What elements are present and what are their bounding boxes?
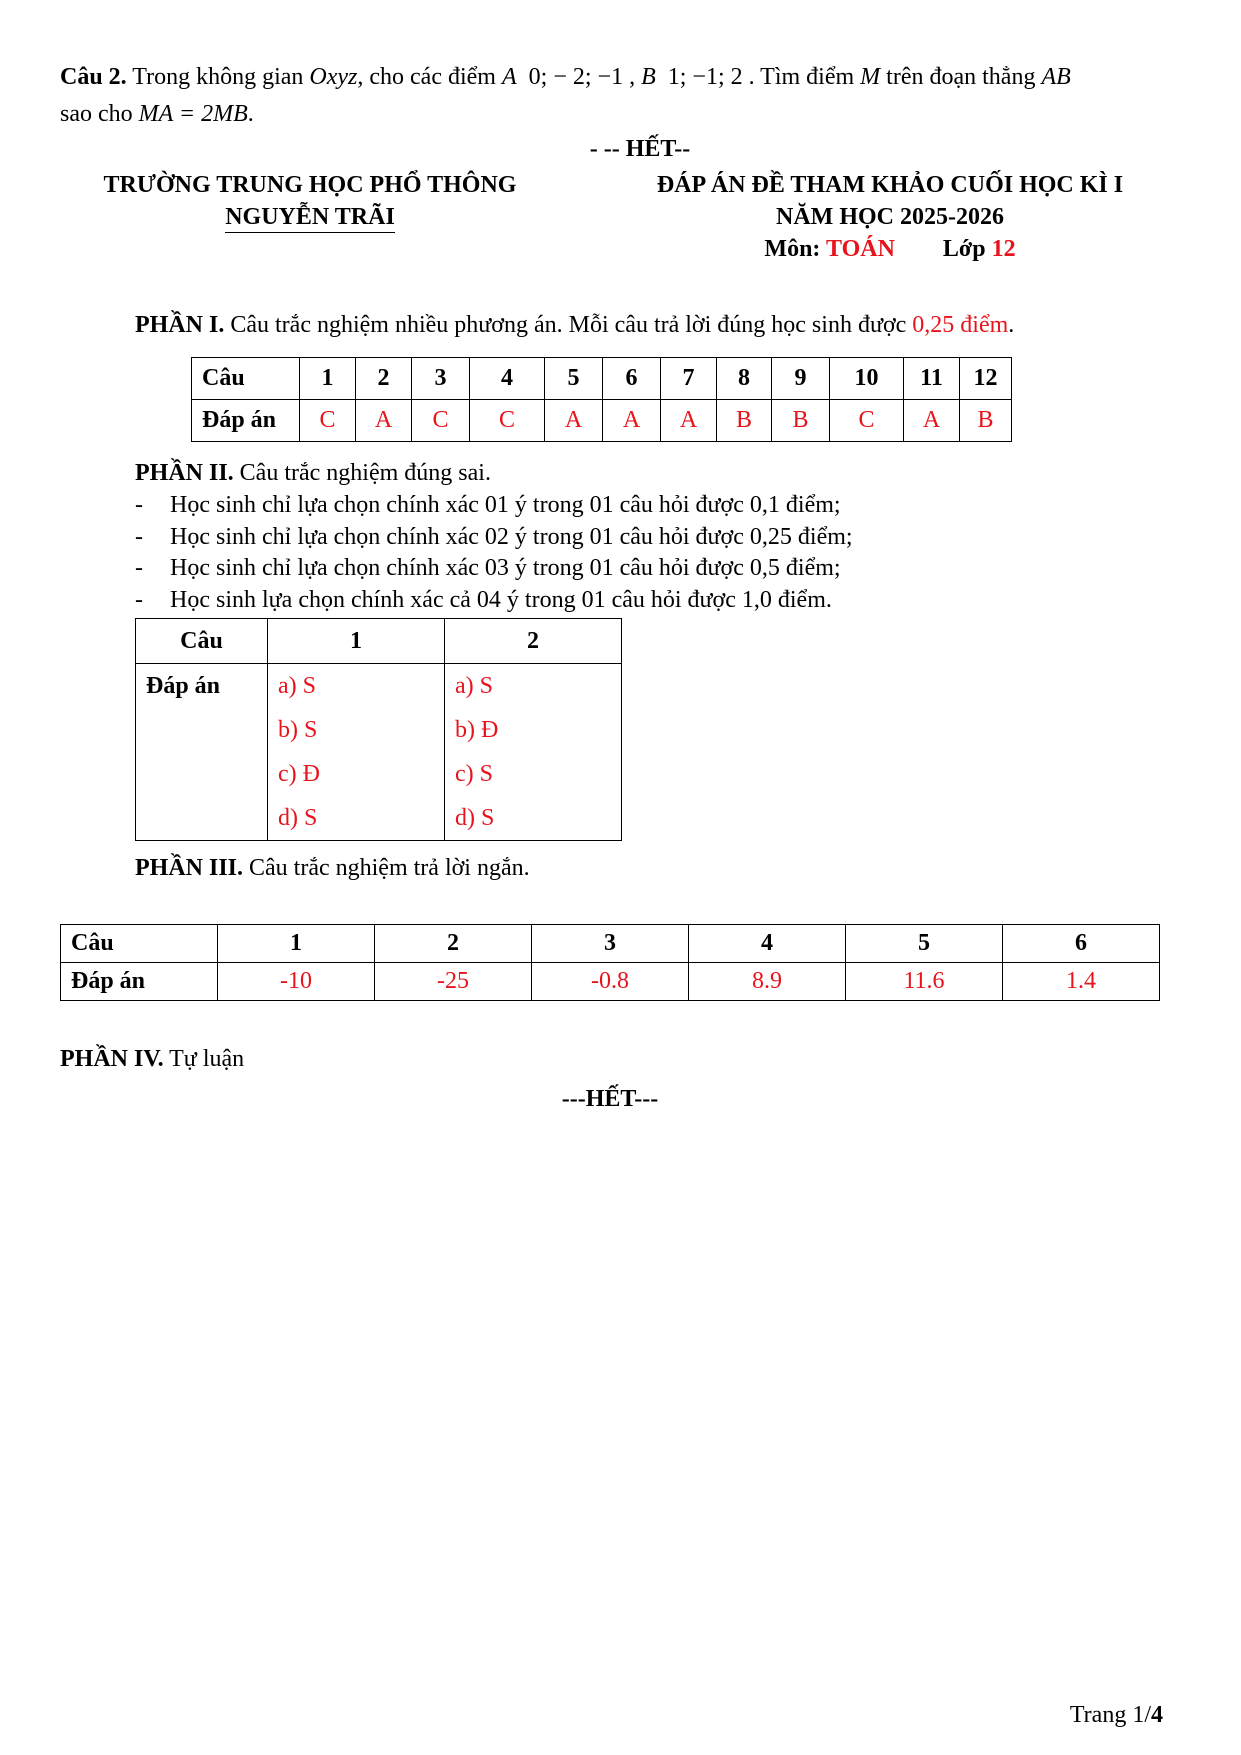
page-total: 4 xyxy=(1151,1702,1163,1728)
question-number: 3 xyxy=(412,358,470,400)
subject-value: TOÁN xyxy=(826,236,895,262)
row-label-answer: Đáp án xyxy=(61,963,218,1001)
answer-cell: -0.8 xyxy=(532,963,689,1001)
table-row xyxy=(61,925,1160,963)
answer-cell: B xyxy=(960,400,1012,442)
answer-cell: -25 xyxy=(375,963,532,1001)
point-b: B xyxy=(641,64,656,90)
row-label-answer: Đáp án xyxy=(192,400,300,442)
subject-line xyxy=(600,233,1180,265)
question-number: 3 xyxy=(532,925,689,963)
question-number: 4 xyxy=(470,358,545,400)
row-label-answer-text: Đáp án xyxy=(146,673,221,699)
table-row xyxy=(136,664,622,841)
answer-item: b) Đ xyxy=(455,717,499,743)
answer-cell: C xyxy=(412,400,470,442)
answer-item: a) S xyxy=(455,673,493,699)
bullet-dash: - xyxy=(135,524,143,550)
title-line-2: NĂM HỌC 2025-2026 xyxy=(776,204,1004,230)
part-2-text: Câu trắc nghiệm đúng sai. xyxy=(233,460,491,486)
question-number: 5 xyxy=(545,358,603,400)
question-number: 7 xyxy=(661,358,717,400)
list-item xyxy=(135,524,853,551)
question-number: 10 xyxy=(830,358,904,400)
space-name: Oxyz xyxy=(309,64,358,90)
question-number: 12 xyxy=(960,358,1012,400)
question-2-label: Câu 2. xyxy=(60,64,127,90)
answer-cell: A xyxy=(603,400,661,442)
question-2-text: Trong không gian xyxy=(126,64,310,90)
part-3-label: PHẦN III. xyxy=(135,855,244,881)
bullet-text: Học sinh chỉ lựa chọn chính xác 01 ý trong 01 câu hỏi được 0,1 điểm; xyxy=(170,492,841,518)
answer-item: d) S xyxy=(455,805,495,831)
part-2-heading xyxy=(135,460,491,487)
answer-cell: C xyxy=(830,400,904,442)
answer-cell: 11.6 xyxy=(846,963,1003,1001)
part-1-label: PHẦN I. xyxy=(135,312,225,338)
question-2-text: . Tìm điểm xyxy=(748,64,861,90)
question-2-text: sao cho xyxy=(60,101,139,127)
row-label-question: Câu xyxy=(192,358,300,400)
answer-cell: A xyxy=(904,400,960,442)
title-line-1: ĐÁP ÁN ĐỀ THAM KHẢO CUỐI HỌC KÌ I xyxy=(656,172,1124,198)
answer-cell xyxy=(268,664,445,841)
segment-ab: AB xyxy=(1041,64,1071,90)
row-label-question: Câu xyxy=(61,925,218,963)
part-2-label: PHẦN II. xyxy=(135,460,234,486)
answer-cell xyxy=(445,664,622,841)
question-2-line-2 xyxy=(60,101,254,128)
answer-cell: 8.9 xyxy=(689,963,846,1001)
bullet-dash: - xyxy=(135,555,143,581)
page-number-prefix: Trang 1/ xyxy=(1069,1702,1151,1728)
answer-cell: A xyxy=(545,400,603,442)
school-line-1: TRƯỜNG TRUNG HỌC PHỔ THÔNG xyxy=(103,172,517,198)
point-m: M xyxy=(860,64,881,90)
subject-label: Môn: xyxy=(764,236,821,262)
part-1-answer-table xyxy=(191,357,1012,442)
part-1-text-end: . xyxy=(1008,312,1015,338)
question-number: 1 xyxy=(268,619,445,664)
part-2-answer-table xyxy=(135,618,622,841)
condition: MA = 2MB xyxy=(138,101,248,127)
question-number: 8 xyxy=(717,358,772,400)
point-b-coordinates: 1; −1; 2 xyxy=(667,64,743,90)
bullet-text: Học sinh chỉ lựa chọn chính xác 03 ý trong 01 câu hỏi được 0,5 điểm; xyxy=(170,555,841,581)
part-3-text: Câu trắc nghiệm trả lời ngắn. xyxy=(243,855,530,881)
end-marker-bottom: ---HẾT--- xyxy=(561,1086,659,1112)
question-number: 9 xyxy=(772,358,830,400)
question-number: 1 xyxy=(300,358,356,400)
answer-item: d) S xyxy=(278,805,318,831)
part-1-text: Câu trắc nghiệm nhiều phương án. Mỗi câu trả lời đúng học sinh được xyxy=(224,312,913,338)
answer-cell: 1.4 xyxy=(1003,963,1160,1001)
answer-cell: A xyxy=(661,400,717,442)
part-4-label: PHẦN IV. xyxy=(60,1046,164,1072)
answer-item: c) S xyxy=(455,761,493,787)
question-number: 2 xyxy=(375,925,532,963)
list-item xyxy=(135,555,841,582)
part-3-heading xyxy=(135,855,530,882)
table-row xyxy=(192,400,1012,442)
bullet-dash: - xyxy=(135,492,143,518)
table-row xyxy=(192,358,1012,400)
part-3-answer-table xyxy=(60,924,1160,1001)
school-name xyxy=(60,169,560,233)
exam-title xyxy=(600,169,1180,265)
bullet-dash: - xyxy=(135,587,143,613)
table-row xyxy=(136,619,622,664)
row-label-question: Câu xyxy=(136,619,268,664)
question-number: 11 xyxy=(904,358,960,400)
grade-value: 12 xyxy=(991,236,1016,262)
point-a: A xyxy=(501,64,517,90)
question-2-line-1: Câu 2. Trong không gian Oxyz, cho các điểm A 0; − 2; −1 , B 1; −1; 2 . Tìm điểm M trên đoạn thẳng AB xyxy=(60,64,1071,90)
part-4-text: Tự luận xyxy=(163,1046,245,1072)
grade-label: Lớp xyxy=(942,236,986,262)
list-item xyxy=(135,587,832,614)
question-number: 6 xyxy=(1003,925,1160,963)
question-number: 4 xyxy=(689,925,846,963)
answer-item: c) Đ xyxy=(278,761,320,787)
question-number: 1 xyxy=(218,925,375,963)
answer-cell: A xyxy=(356,400,412,442)
answer-cell: -10 xyxy=(218,963,375,1001)
part-1-heading xyxy=(135,312,1014,339)
part-4-heading xyxy=(60,1046,244,1073)
bullet-text: Học sinh chỉ lựa chọn chính xác 02 ý trong 01 câu hỏi được 0,25 điểm; xyxy=(170,524,853,550)
page-number xyxy=(1070,1702,1163,1729)
list-item xyxy=(135,492,841,519)
answer-cell: C xyxy=(470,400,545,442)
question-number: 6 xyxy=(603,358,661,400)
end-marker-top: - -- HẾT-- xyxy=(589,136,691,162)
bullet-text: Học sinh lựa chọn chính xác cả 04 ý trong 01 câu hỏi được 1,0 điểm. xyxy=(170,587,832,613)
point-a-coordinates: 0; − 2; −1 xyxy=(528,64,624,90)
table-row xyxy=(61,963,1160,1001)
question-number: 2 xyxy=(356,358,412,400)
row-label-answer xyxy=(136,664,268,841)
question-2-text: . xyxy=(247,101,254,127)
question-number: 2 xyxy=(445,619,622,664)
part-1-score: 0,25 điểm xyxy=(912,312,1009,338)
answer-item: b) S xyxy=(278,717,318,743)
answer-cell: C xyxy=(300,400,356,442)
answer-cell: B xyxy=(717,400,772,442)
question-2-text: , cho các điểm xyxy=(357,64,502,90)
question-number: 5 xyxy=(846,925,1003,963)
answer-item: a) S xyxy=(278,673,316,699)
answer-cell: B xyxy=(772,400,830,442)
question-2-text: trên đoạn thẳng xyxy=(880,64,1042,90)
school-line-2: NGUYỄN TRÃI xyxy=(225,203,395,233)
